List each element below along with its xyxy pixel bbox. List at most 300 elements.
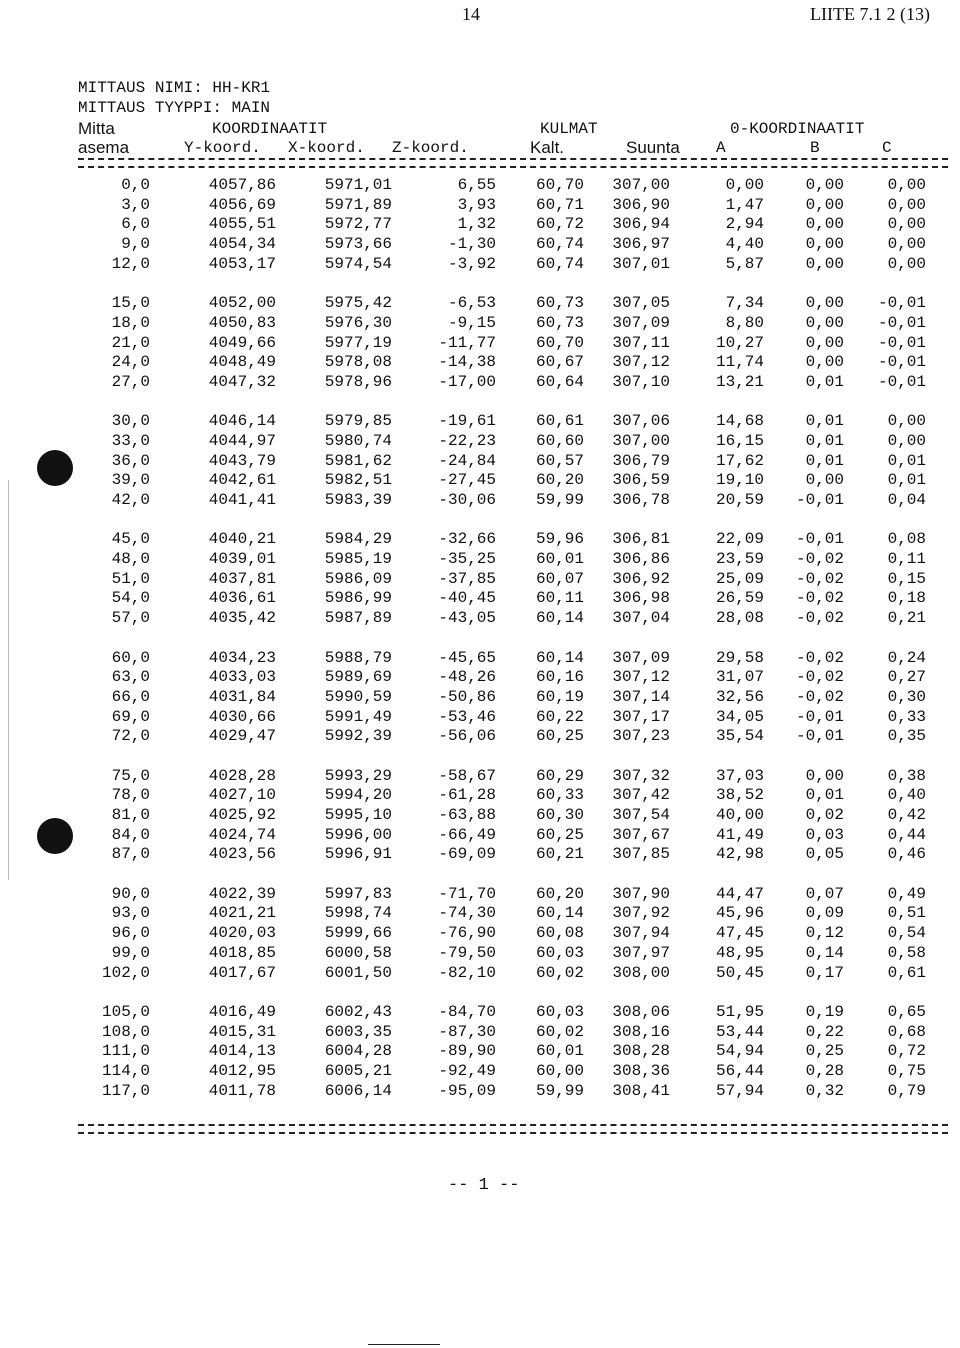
header-kulmat: KULMAT bbox=[540, 120, 598, 138]
cell-a: 4,40 bbox=[725, 235, 764, 254]
cell-station: 12,0 bbox=[111, 254, 150, 273]
cell-y-koord: 4015,31 bbox=[208, 1022, 276, 1041]
cell-kalt: 60,57 bbox=[535, 451, 584, 470]
cell-y-koord: 4048,49 bbox=[208, 353, 276, 372]
cell-z-koord: -58,67 bbox=[438, 766, 496, 785]
table-row bbox=[0, 649, 960, 669]
cell-a: 40,00 bbox=[715, 806, 764, 824]
cell-kalt: 60,61 bbox=[535, 412, 584, 431]
cell-z-koord: -53,46 bbox=[438, 707, 496, 726]
cell-z-koord: -11,77 bbox=[438, 333, 496, 352]
bottom-rule bbox=[368, 1344, 440, 1345]
cell-c: -0,01 bbox=[877, 372, 926, 391]
cell-b: 0,09 bbox=[805, 904, 844, 923]
cell-station: 18,0 bbox=[111, 313, 150, 332]
cell-c: -0,01 bbox=[877, 294, 926, 313]
cell-kalt: 60,70 bbox=[535, 333, 584, 352]
cell-suunta: 308,36 bbox=[612, 1061, 670, 1080]
table-row bbox=[0, 924, 960, 944]
cell-station: 45,0 bbox=[111, 530, 150, 549]
cell-x-koord: 5982,51 bbox=[324, 471, 392, 490]
cell-kalt: 60,22 bbox=[535, 707, 584, 726]
cell-z-koord: -50,86 bbox=[438, 687, 496, 706]
cell-c: 0,61 bbox=[887, 963, 926, 982]
cell-z-koord: -87,30 bbox=[438, 1022, 496, 1041]
cell-x-koord: 5978,08 bbox=[324, 353, 392, 372]
table-row bbox=[0, 1003, 960, 1023]
cell-kalt: 60,01 bbox=[535, 550, 584, 569]
cell-suunta: 307,10 bbox=[612, 372, 670, 391]
table-row bbox=[0, 904, 960, 924]
cell-station: 111,0 bbox=[101, 1042, 150, 1061]
cell-x-koord: 6004,28 bbox=[324, 1042, 392, 1061]
cell-a: 25,09 bbox=[715, 569, 764, 588]
cell-x-koord: 5990,59 bbox=[324, 687, 392, 706]
cell-x-koord: 5975,42 bbox=[324, 294, 392, 313]
cell-c: 0,79 bbox=[887, 1081, 926, 1100]
cell-c: 0,30 bbox=[887, 687, 926, 706]
header-suunta: Suunta bbox=[626, 138, 680, 157]
cell-a: 10,27 bbox=[715, 333, 764, 352]
cell-a: 14,68 bbox=[715, 412, 764, 431]
cell-kalt: 60,67 bbox=[535, 353, 584, 372]
cell-x-koord: 5992,39 bbox=[324, 727, 392, 746]
cell-a: 22,09 bbox=[715, 530, 764, 549]
cell-a: 19,10 bbox=[715, 471, 764, 490]
cell-y-koord: 4052,00 bbox=[208, 294, 276, 313]
cell-y-koord: 4028,28 bbox=[208, 766, 276, 785]
cell-y-koord: 4053,17 bbox=[208, 254, 276, 273]
table-row bbox=[0, 964, 960, 984]
row-group bbox=[0, 1003, 960, 1101]
cell-a: 2,94 bbox=[725, 215, 764, 234]
table-row bbox=[0, 196, 960, 216]
table-row bbox=[0, 412, 960, 432]
cell-kalt: 60,25 bbox=[535, 727, 584, 746]
cell-x-koord: 5999,66 bbox=[324, 924, 392, 943]
cell-y-koord: 4040,21 bbox=[208, 530, 276, 549]
cell-station: 66,0 bbox=[111, 687, 150, 706]
cell-b: -0,02 bbox=[795, 589, 844, 608]
cell-b: -0,02 bbox=[795, 687, 844, 706]
cell-x-koord: 5973,66 bbox=[324, 235, 392, 254]
header-kalt: Kalt. bbox=[530, 138, 565, 157]
cell-y-koord: 4030,66 bbox=[208, 707, 276, 726]
cell-station: 90,0 bbox=[111, 884, 150, 903]
cell-station: 48,0 bbox=[111, 550, 150, 569]
cell-station: 21,0 bbox=[111, 333, 150, 352]
cell-x-koord: 6003,35 bbox=[324, 1022, 392, 1041]
cell-y-koord: 4024,74 bbox=[208, 825, 276, 844]
cell-z-koord: -63,88 bbox=[438, 806, 496, 824]
cell-c: 0,58 bbox=[887, 943, 926, 962]
cell-x-koord: 6001,50 bbox=[324, 963, 392, 982]
cell-a: 11,74 bbox=[715, 353, 764, 372]
table-row bbox=[0, 1023, 960, 1043]
cell-kalt: 60,19 bbox=[535, 687, 584, 706]
cell-c: 0,00 bbox=[887, 431, 926, 450]
cell-b: 0,28 bbox=[805, 1061, 844, 1080]
table-row bbox=[0, 727, 960, 747]
cell-x-koord: 6006,14 bbox=[324, 1081, 392, 1100]
cell-b: -0,02 bbox=[795, 668, 844, 687]
cell-suunta: 307,23 bbox=[612, 727, 670, 746]
table-row bbox=[0, 491, 960, 511]
cell-station: 114,0 bbox=[101, 1061, 150, 1080]
cell-x-koord: 5978,96 bbox=[324, 372, 392, 391]
table-row bbox=[0, 550, 960, 570]
cell-kalt: 60,01 bbox=[535, 1042, 584, 1061]
cell-b: -0,02 bbox=[795, 550, 844, 569]
cell-z-koord: -79,50 bbox=[438, 943, 496, 962]
cell-y-koord: 4020,03 bbox=[208, 924, 276, 943]
cell-b: 0,03 bbox=[805, 825, 844, 844]
cell-a: 53,44 bbox=[715, 1022, 764, 1041]
measurement-name: MITTAUS NIMI: HH-KR1 bbox=[78, 79, 271, 97]
cell-station: 30,0 bbox=[111, 412, 150, 431]
header-separator bbox=[78, 158, 948, 168]
cell-a: 0,00 bbox=[725, 176, 764, 194]
cell-y-koord: 4031,84 bbox=[208, 687, 276, 706]
cell-station: 6,0 bbox=[121, 215, 150, 234]
binder-hole-icon bbox=[37, 450, 73, 486]
cell-b: 0,01 bbox=[805, 372, 844, 391]
row-group bbox=[0, 530, 960, 628]
cell-z-koord: 1,32 bbox=[457, 215, 496, 234]
cell-suunta: 308,06 bbox=[612, 1002, 670, 1021]
cell-kalt: 60,33 bbox=[535, 786, 584, 805]
cell-c: 0,27 bbox=[887, 668, 926, 687]
cell-a: 13,21 bbox=[715, 372, 764, 391]
cell-station: 84,0 bbox=[111, 825, 150, 844]
table-row bbox=[0, 255, 960, 275]
cell-suunta: 307,17 bbox=[612, 707, 670, 726]
cell-suunta: 307,97 bbox=[612, 943, 670, 962]
cell-c: 0,08 bbox=[887, 530, 926, 549]
cell-b: -0,01 bbox=[795, 707, 844, 726]
cell-suunta: 307,42 bbox=[612, 786, 670, 805]
cell-a: 54,94 bbox=[715, 1042, 764, 1061]
cell-suunta: 308,28 bbox=[612, 1042, 670, 1061]
table-row bbox=[0, 826, 960, 846]
cell-x-koord: 5991,49 bbox=[324, 707, 392, 726]
cell-suunta: 307,94 bbox=[612, 924, 670, 943]
cell-x-koord: 5971,01 bbox=[324, 176, 392, 194]
cell-c: 0,00 bbox=[887, 254, 926, 273]
cell-kalt: 60,02 bbox=[535, 1022, 584, 1041]
header-c: C bbox=[882, 139, 892, 157]
cell-z-koord: -95,09 bbox=[438, 1081, 496, 1100]
cell-b: -0,02 bbox=[795, 648, 844, 667]
cell-suunta: 306,86 bbox=[612, 550, 670, 569]
cell-a: 16,15 bbox=[715, 431, 764, 450]
cell-c: 0,65 bbox=[887, 1002, 926, 1021]
cell-y-koord: 4041,41 bbox=[208, 491, 276, 509]
cell-kalt: 60,03 bbox=[535, 943, 584, 962]
cell-y-koord: 4033,03 bbox=[208, 668, 276, 687]
cell-y-koord: 4057,86 bbox=[208, 176, 276, 194]
cell-b: 0,00 bbox=[805, 195, 844, 214]
cell-b: 0,14 bbox=[805, 943, 844, 962]
cell-suunta: 307,92 bbox=[612, 904, 670, 923]
cell-a: 7,34 bbox=[725, 294, 764, 313]
cell-x-koord: 5981,62 bbox=[324, 451, 392, 470]
cell-z-koord: -24,84 bbox=[438, 451, 496, 470]
cell-b: 0,00 bbox=[805, 333, 844, 352]
cell-z-koord: -14,38 bbox=[438, 353, 496, 372]
cell-z-koord: -43,05 bbox=[438, 609, 496, 628]
cell-c: 0,24 bbox=[887, 648, 926, 667]
cell-kalt: 60,07 bbox=[535, 569, 584, 588]
cell-suunta: 307,67 bbox=[612, 825, 670, 844]
cell-c: 0,54 bbox=[887, 924, 926, 943]
cell-kalt: 60,30 bbox=[535, 806, 584, 824]
row-group bbox=[0, 412, 960, 510]
cell-y-koord: 4016,49 bbox=[208, 1002, 276, 1021]
cell-station: 3,0 bbox=[121, 195, 150, 214]
cell-y-koord: 4029,47 bbox=[208, 727, 276, 746]
cell-y-koord: 4035,42 bbox=[208, 609, 276, 628]
cell-suunta: 306,92 bbox=[612, 569, 670, 588]
cell-c: 0,00 bbox=[887, 195, 926, 214]
cell-a: 37,03 bbox=[715, 766, 764, 785]
cell-kalt: 60,71 bbox=[535, 195, 584, 214]
table-row bbox=[0, 215, 960, 235]
measurement-type: MITTAUS TYYPPI: MAIN bbox=[78, 99, 271, 117]
table-row bbox=[0, 452, 960, 472]
cell-suunta: 307,14 bbox=[612, 687, 670, 706]
cell-c: 0,00 bbox=[887, 176, 926, 194]
cell-b: 0,00 bbox=[805, 353, 844, 372]
cell-a: 38,52 bbox=[715, 786, 764, 805]
cell-z-koord: -40,45 bbox=[438, 589, 496, 608]
cell-c: 0,40 bbox=[887, 786, 926, 805]
cell-y-koord: 4018,85 bbox=[208, 943, 276, 962]
cell-x-koord: 5985,19 bbox=[324, 550, 392, 569]
cell-station: 42,0 bbox=[111, 491, 150, 509]
cell-suunta: 306,94 bbox=[612, 215, 670, 234]
cell-station: 96,0 bbox=[111, 924, 150, 943]
table-row bbox=[0, 176, 960, 196]
cell-suunta: 307,11 bbox=[612, 333, 670, 352]
cell-station: 99,0 bbox=[111, 943, 150, 962]
cell-suunta: 306,90 bbox=[612, 195, 670, 214]
header-b: B bbox=[810, 139, 820, 157]
header-mitta: Mitta bbox=[78, 119, 115, 138]
cell-z-koord: -35,25 bbox=[438, 550, 496, 569]
cell-x-koord: 5996,91 bbox=[324, 845, 392, 864]
cell-z-koord: -3,92 bbox=[447, 254, 496, 273]
cell-x-koord: 5984,29 bbox=[324, 530, 392, 549]
cell-c: 0,33 bbox=[887, 707, 926, 726]
cell-a: 23,59 bbox=[715, 550, 764, 569]
cell-a: 57,94 bbox=[715, 1081, 764, 1100]
cell-suunta: 307,09 bbox=[612, 313, 670, 332]
cell-y-koord: 4012,95 bbox=[208, 1061, 276, 1080]
cell-x-koord: 6002,43 bbox=[324, 1002, 392, 1021]
cell-z-koord: -37,85 bbox=[438, 569, 496, 588]
cell-y-koord: 4044,97 bbox=[208, 431, 276, 450]
cell-c: 0,21 bbox=[887, 609, 926, 628]
cell-x-koord: 5980,74 bbox=[324, 431, 392, 450]
cell-suunta: 308,41 bbox=[612, 1081, 670, 1100]
cell-x-koord: 6000,58 bbox=[324, 943, 392, 962]
cell-station: 54,0 bbox=[111, 589, 150, 608]
page-number: 14 bbox=[462, 4, 480, 24]
table-row bbox=[0, 1062, 960, 1082]
cell-y-koord: 4025,92 bbox=[208, 806, 276, 824]
cell-suunta: 307,32 bbox=[612, 766, 670, 785]
cell-station: 39,0 bbox=[111, 471, 150, 490]
cell-z-koord: -30,06 bbox=[438, 491, 496, 509]
cell-c: 0,38 bbox=[887, 766, 926, 785]
cell-kalt: 59,99 bbox=[535, 1081, 584, 1100]
margin-line bbox=[8, 480, 9, 880]
cell-suunta: 306,81 bbox=[612, 530, 670, 549]
header-asema: asema bbox=[78, 138, 130, 157]
cell-station: 69,0 bbox=[111, 707, 150, 726]
cell-x-koord: 5974,54 bbox=[324, 254, 392, 273]
cell-x-koord: 5979,85 bbox=[324, 412, 392, 431]
cell-c: -0,01 bbox=[877, 313, 926, 332]
footer-page-label: -- 1 -- bbox=[448, 1176, 520, 1195]
cell-y-koord: 4046,14 bbox=[208, 412, 276, 431]
cell-y-koord: 4049,66 bbox=[208, 333, 276, 352]
cell-c: 0,72 bbox=[887, 1042, 926, 1061]
cell-station: 36,0 bbox=[111, 451, 150, 470]
table-row bbox=[0, 530, 960, 550]
table-row bbox=[0, 353, 960, 373]
cell-b: 0,01 bbox=[805, 451, 844, 470]
cell-kalt: 60,72 bbox=[535, 215, 584, 234]
table-row bbox=[0, 944, 960, 964]
cell-y-koord: 4023,56 bbox=[208, 845, 276, 864]
cell-station: 78,0 bbox=[111, 786, 150, 805]
cell-kalt: 60,25 bbox=[535, 825, 584, 844]
cell-suunta: 307,85 bbox=[612, 845, 670, 864]
cell-a: 26,59 bbox=[715, 589, 764, 608]
cell-x-koord: 5986,09 bbox=[324, 569, 392, 588]
cell-kalt: 60,14 bbox=[535, 648, 584, 667]
cell-z-koord: -89,90 bbox=[438, 1042, 496, 1061]
cell-z-koord: -82,10 bbox=[438, 963, 496, 982]
cell-suunta: 307,09 bbox=[612, 648, 670, 667]
cell-y-koord: 4017,67 bbox=[208, 963, 276, 982]
cell-suunta: 307,00 bbox=[612, 431, 670, 450]
cell-a: 50,45 bbox=[715, 963, 764, 982]
cell-c: 0,01 bbox=[887, 451, 926, 470]
cell-x-koord: 5971,89 bbox=[324, 195, 392, 214]
cell-z-koord: -69,09 bbox=[438, 845, 496, 864]
cell-z-koord: -74,30 bbox=[438, 904, 496, 923]
cell-x-koord: 5972,77 bbox=[324, 215, 392, 234]
header-z-koord: Z-koord. bbox=[392, 139, 469, 157]
cell-kalt: 60,73 bbox=[535, 313, 584, 332]
cell-b: 0,01 bbox=[805, 412, 844, 431]
cell-y-koord: 4055,51 bbox=[208, 215, 276, 234]
cell-kalt: 60,20 bbox=[535, 884, 584, 903]
cell-kalt: 60,73 bbox=[535, 294, 584, 313]
cell-a: 56,44 bbox=[715, 1061, 764, 1080]
cell-station: 63,0 bbox=[111, 668, 150, 687]
row-group bbox=[0, 649, 960, 747]
cell-z-koord: -84,70 bbox=[438, 1002, 496, 1021]
cell-z-koord: 3,93 bbox=[457, 195, 496, 214]
cell-a: 47,45 bbox=[715, 924, 764, 943]
cell-c: 0,49 bbox=[887, 884, 926, 903]
cell-c: 0,00 bbox=[887, 235, 926, 254]
table-row bbox=[0, 1082, 960, 1102]
cell-z-koord: -66,49 bbox=[438, 825, 496, 844]
table-row bbox=[0, 708, 960, 728]
cell-z-koord: -61,28 bbox=[438, 786, 496, 805]
cell-y-koord: 4022,39 bbox=[208, 884, 276, 903]
cell-suunta: 307,00 bbox=[612, 176, 670, 194]
cell-station: 75,0 bbox=[111, 766, 150, 785]
cell-kalt: 60,02 bbox=[535, 963, 584, 982]
cell-station: 51,0 bbox=[111, 569, 150, 588]
cell-suunta: 306,97 bbox=[612, 235, 670, 254]
cell-b: -0,01 bbox=[795, 530, 844, 549]
cell-z-koord: -17,00 bbox=[438, 372, 496, 391]
header-a: A bbox=[716, 139, 726, 157]
cell-c: 0,01 bbox=[887, 471, 926, 490]
cell-b: 0,25 bbox=[805, 1042, 844, 1061]
table-row bbox=[0, 314, 960, 334]
cell-b: 0,00 bbox=[805, 294, 844, 313]
cell-station: 72,0 bbox=[111, 727, 150, 746]
cell-a: 8,80 bbox=[725, 313, 764, 332]
cell-x-koord: 5976,30 bbox=[324, 313, 392, 332]
cell-z-koord: -92,49 bbox=[438, 1061, 496, 1080]
table-row bbox=[0, 609, 960, 629]
cell-c: 0,68 bbox=[887, 1022, 926, 1041]
cell-b: 0,00 bbox=[805, 254, 844, 273]
cell-c: 0,42 bbox=[887, 806, 926, 824]
cell-a: 41,49 bbox=[715, 825, 764, 844]
cell-suunta: 306,78 bbox=[612, 491, 670, 509]
cell-station: 33,0 bbox=[111, 431, 150, 450]
cell-x-koord: 6005,21 bbox=[324, 1061, 392, 1080]
table-row bbox=[0, 570, 960, 590]
cell-suunta: 307,90 bbox=[612, 884, 670, 903]
binder-hole-icon bbox=[37, 818, 73, 854]
cell-b: 0,00 bbox=[805, 766, 844, 785]
cell-suunta: 307,01 bbox=[612, 254, 670, 273]
cell-a: 17,62 bbox=[715, 451, 764, 470]
cell-b: 0,17 bbox=[805, 963, 844, 982]
cell-z-koord: -6,53 bbox=[447, 294, 496, 313]
cell-y-koord: 4050,83 bbox=[208, 313, 276, 332]
cell-station: 0,0 bbox=[121, 176, 150, 194]
cell-kalt: 60,16 bbox=[535, 668, 584, 687]
cell-suunta: 306,59 bbox=[612, 471, 670, 490]
cell-suunta: 308,00 bbox=[612, 963, 670, 982]
cell-kalt: 60,14 bbox=[535, 609, 584, 628]
table-row bbox=[0, 845, 960, 865]
cell-b: 0,01 bbox=[805, 786, 844, 805]
cell-y-koord: 4056,69 bbox=[208, 195, 276, 214]
cell-y-koord: 4014,13 bbox=[208, 1042, 276, 1061]
cell-c: 0,15 bbox=[887, 569, 926, 588]
cell-suunta: 307,06 bbox=[612, 412, 670, 431]
cell-station: 105,0 bbox=[101, 1002, 150, 1021]
cell-kalt: 60,21 bbox=[535, 845, 584, 864]
cell-kalt: 60,11 bbox=[535, 589, 584, 608]
cell-a: 5,87 bbox=[725, 254, 764, 273]
cell-b: 0,12 bbox=[805, 924, 844, 943]
cell-x-koord: 5997,83 bbox=[324, 884, 392, 903]
